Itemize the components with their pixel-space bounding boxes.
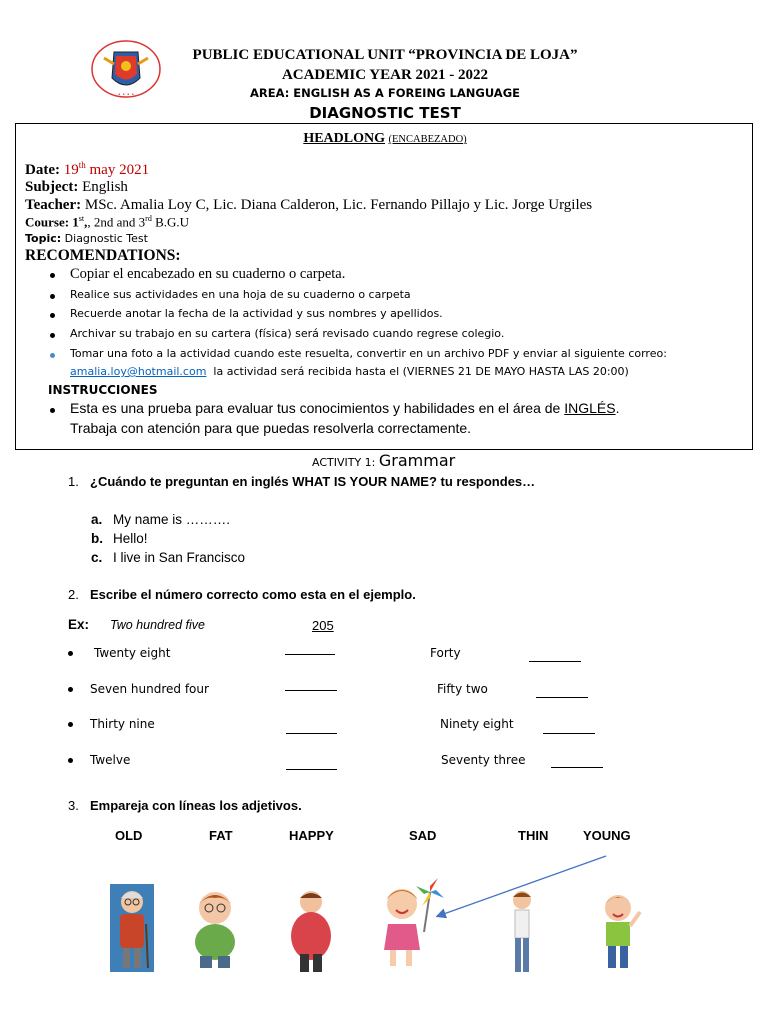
email-link[interactable]: amalia.loy@hotmail.com [70,365,207,378]
option-c-letter: c. [91,550,103,565]
adjective-young[interactable]: YOUNG [583,828,631,843]
option-b[interactable]: Hello! [113,531,148,546]
date-line: Date: 19th may 2021 [25,160,150,178]
answer-blank-right-3[interactable] [543,733,595,734]
number-word-left-4: Twelve [90,753,131,767]
recommendation-3: Recuerde anotar la fecha de la actividad y sus nombres y apellidos. [70,307,443,320]
question-2-text: Escribe el número correcto como esta en el ejemplo. [90,587,416,602]
number-word-left-2: Seven hundred four [90,682,209,696]
recommendation-5-cont: amalia.loy@hotmail.com la actividad será recibida hasta el (VIERNES 21 DE MAYO HASTA LAS 20:00) [70,365,629,378]
bullet-icon [50,353,55,358]
recommendation-2: Realice sus actividades en una hoja de su cuaderno o carpeta [70,288,411,301]
question-1-text: ¿Cuándo te preguntan en inglés WHAT IS YOUR NAME? tu respondes… [90,474,536,489]
headlong-title: HEADLONG (ENCABEZADO) [303,131,467,146]
example-answer: 205 [312,618,334,633]
option-a-letter: a. [91,512,103,527]
fat-man-icon[interactable] [288,888,334,974]
option-b-letter: b. [91,531,103,546]
adjective-sad[interactable]: SAD [409,828,437,843]
example-label: Ex: [68,617,90,632]
header-area: AREA: ENGLISH AS A FOREING LANGUAGE [249,86,520,100]
number-word-right-2: Fifty two [437,682,488,696]
question-3-number: 3. [68,798,79,813]
bullet-icon [50,333,55,338]
option-a[interactable]: My name is ………. [113,512,231,527]
teacher-line: Teacher: MSc. Amalia Loy C, Lic. Diana Calderon, Lic. Fernando Pillajo y Lic. Jorge Urgiles [25,197,593,213]
instructions-title: INSTRUCCIONES [48,383,158,397]
svg-text:• • • •: • • • • [117,92,135,98]
recommendation-5: Tomar una foto a la actividad cuando este resuelta, convertir en un archivo PDF y enviar al siguiente correo: [70,347,667,360]
topic-line: Topic: Diagnostic Test [25,232,148,245]
bullet-icon [50,294,55,299]
header-title-2: ACADEMIC YEAR 2021 - 2022 [281,67,489,83]
subject-line: Subject: English [25,179,128,195]
option-c[interactable]: I live in San Francisco [113,550,246,565]
question-2-number: 2. [68,587,79,602]
instructions-line-1: Esta es una prueba para evaluar tus conocimientos y habilidades en el área de INGLÉS. [70,400,620,416]
header-title-1: PUBLIC EDUCATIONAL UNIT “PROVINCIA DE LOJA” [192,47,578,63]
adjective-fat[interactable]: FAT [209,828,233,843]
answer-blank-left-2[interactable] [285,690,337,691]
example-text: Two hundred five [110,618,205,632]
recommendations-title: RECOMENDATIONS: [25,247,181,264]
fat-child-icon[interactable] [190,888,240,970]
question-3-text: Empareja con líneas los adjetivos. [90,798,302,813]
number-word-right-3: Ninety eight [440,717,514,731]
answer-blank-left-3[interactable] [286,733,337,734]
answer-blank-right-4[interactable] [551,767,603,768]
recommendation-4: Archivar su trabajo en su cartera (física) será revisado cuando regrese colegio. [70,327,505,340]
bullet-icon [50,408,55,413]
answer-blank-left-1[interactable] [285,654,335,655]
recommendation-1: Copiar el encabezado en su cuaderno o carpeta. [70,266,346,282]
number-word-left-3: Thirty nine [90,717,155,731]
bullet-icon [68,687,73,692]
adjective-old[interactable]: OLD [115,828,143,843]
adjective-thin[interactable]: THIN [518,828,549,843]
matching-arrow-line [430,852,610,922]
bullet-icon [50,273,55,278]
answer-blank-right-2[interactable] [536,697,588,698]
old-person-icon[interactable] [110,884,154,972]
bullet-icon [68,722,73,727]
bullet-icon [50,313,55,318]
instructions-line-2: Trabaja con atención para que puedas resolverla correctamente. [70,420,472,436]
number-word-left-1: Twenty eight [94,646,171,660]
adjective-happy[interactable]: HAPPY [289,828,334,843]
activity-heading: ACTIVITY 1: Grammar [312,451,456,470]
course-line: Course: 1st,, 2nd and 3rd B.G.U [25,214,190,230]
answer-blank-right-1[interactable] [529,661,581,662]
page-title: DIAGNOSTIC TEST [309,104,461,122]
bullet-icon [68,758,73,763]
question-1-number: 1. [68,474,79,489]
answer-blank-left-4[interactable] [286,769,337,770]
bullet-icon [68,651,73,656]
number-word-right-1: Forty [430,646,461,660]
number-word-right-4: Seventy three [441,753,526,767]
